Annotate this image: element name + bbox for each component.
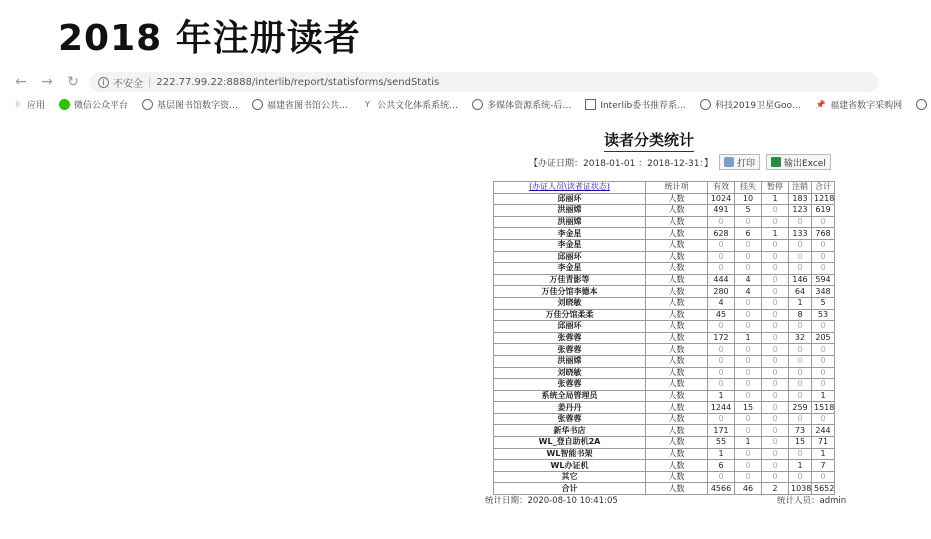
- row-stat: 人数: [646, 379, 708, 391]
- table-row: [494, 286, 835, 298]
- row-value: 0: [812, 367, 835, 379]
- row-value: 0: [789, 390, 812, 402]
- row-value: 244: [812, 425, 835, 437]
- row-value: 0: [762, 251, 789, 263]
- row-name: 洪丽嫦: [494, 205, 646, 217]
- row-value: 0: [789, 344, 812, 356]
- table-row: [494, 297, 835, 309]
- row-value: 0: [735, 471, 762, 483]
- row-name: 张蓉蓉: [494, 332, 646, 344]
- bookmark-item[interactable]: 📌 福建省数字采购网: [815, 99, 903, 111]
- report-table: [493, 181, 835, 495]
- row-value: 45: [708, 309, 735, 321]
- row-value: 146: [789, 274, 812, 286]
- table-row: [494, 460, 835, 472]
- row-value: 0: [789, 448, 812, 460]
- row-value: 619: [812, 205, 835, 217]
- row-value: 2: [762, 483, 789, 495]
- row-value: 444: [708, 274, 735, 286]
- table-row: [494, 379, 835, 391]
- row-value: 15: [735, 402, 762, 414]
- header-first[interactable]: (办证人员\读者证状态): [494, 182, 646, 194]
- row-name: 姜丹丹: [494, 402, 646, 414]
- report-toolbar: [529, 154, 831, 170]
- table-row: [494, 390, 835, 402]
- row-value: 0: [762, 402, 789, 414]
- row-value: 768: [812, 228, 835, 240]
- row-value: 4: [735, 286, 762, 298]
- row-stat: 人数: [646, 205, 708, 217]
- row-stat: 人数: [646, 263, 708, 275]
- row-value: 0: [708, 367, 735, 379]
- row-stat: 人数: [646, 425, 708, 437]
- row-value: 171: [708, 425, 735, 437]
- table-row: [494, 251, 835, 263]
- table-row: [494, 309, 835, 321]
- row-stat: 人数: [646, 344, 708, 356]
- row-value: 71: [812, 437, 835, 449]
- row-name: WL办证机: [494, 460, 646, 472]
- table-row: [494, 425, 835, 437]
- row-name: 李金星: [494, 228, 646, 240]
- row-value: 0: [735, 413, 762, 425]
- row-value: 0: [735, 216, 762, 228]
- globe-icon: [252, 99, 263, 110]
- row-value: 0: [735, 460, 762, 472]
- row-value: 0: [708, 239, 735, 251]
- stat-date: 统计日期：2020-08-10 10:41:05: [485, 496, 618, 506]
- bookmark-item[interactable]: 多媒体资源系统-后…: [472, 98, 571, 111]
- header-stat: 统计项: [646, 182, 708, 194]
- url-text: 222.77.99.22:8888/interlib/report/statisforms/sendStatis: [156, 76, 440, 88]
- row-value: 0: [762, 286, 789, 298]
- row-value: 0: [812, 251, 835, 263]
- row-name: 张蓉蓉: [494, 379, 646, 391]
- excel-icon: [771, 157, 781, 167]
- row-name: 张蓉蓉: [494, 413, 646, 425]
- row-value: 0: [735, 309, 762, 321]
- table-row: [494, 216, 835, 228]
- row-value: 0: [762, 274, 789, 286]
- row-name: 邱丽环: [494, 251, 646, 263]
- row-value: 0: [708, 413, 735, 425]
- row-value: 32: [789, 332, 812, 344]
- row-value: 0: [789, 471, 812, 483]
- row-value: 1: [789, 297, 812, 309]
- row-value: 1024: [708, 193, 735, 205]
- bookmark-apps[interactable]: ⁝⁝ 应用: [12, 98, 45, 111]
- date-range: 【办证日期：2018-01-01 ：2018-12-31：】: [529, 158, 713, 169]
- row-value: 0: [762, 344, 789, 356]
- row-value: 0: [812, 263, 835, 275]
- info-icon[interactable]: i: [98, 77, 109, 88]
- bookmark-item[interactable]: [916, 99, 931, 110]
- row-value: 7: [812, 460, 835, 472]
- table-row: [494, 367, 835, 379]
- row-value: 0: [735, 379, 762, 391]
- row-value: 0: [762, 379, 789, 391]
- row-value: 1: [812, 390, 835, 402]
- row-name: 邱丽环: [494, 193, 646, 205]
- reload-icon[interactable]: ↻: [67, 74, 79, 90]
- row-stat: 人数: [646, 286, 708, 298]
- table-row: [494, 228, 835, 240]
- row-value: 0: [789, 321, 812, 333]
- globe-icon: [916, 99, 927, 110]
- row-value: 0: [708, 355, 735, 367]
- row-value: 0: [812, 379, 835, 391]
- wechat-icon: [59, 99, 70, 110]
- table-row: [494, 193, 835, 205]
- row-stat: 人数: [646, 471, 708, 483]
- row-value: 348: [812, 286, 835, 298]
- row-value: 0: [708, 216, 735, 228]
- row-value: 172: [708, 332, 735, 344]
- stat-user: 统计人员：admin: [777, 496, 847, 506]
- row-value: 64: [789, 286, 812, 298]
- apps-grid-icon: ⁝⁝: [14, 99, 21, 109]
- row-value: 0: [789, 367, 812, 379]
- row-value: 73: [789, 425, 812, 437]
- row-value: 46: [735, 483, 762, 495]
- row-value: 0: [812, 413, 835, 425]
- row-value: 0: [735, 251, 762, 263]
- row-value: 0: [762, 355, 789, 367]
- globe-icon: [700, 99, 711, 110]
- bookmark-item[interactable]: Y 公共文化体系系统…: [362, 98, 458, 111]
- row-value: 0: [762, 390, 789, 402]
- row-stat: 人数: [646, 216, 708, 228]
- row-value: 8: [789, 309, 812, 321]
- row-value: 0: [762, 471, 789, 483]
- row-value: 0: [812, 216, 835, 228]
- header-col: 注销: [789, 182, 812, 194]
- row-stat: 人数: [646, 309, 708, 321]
- table-row: [494, 355, 835, 367]
- row-value: 0: [812, 239, 835, 251]
- row-value: 0: [789, 263, 812, 275]
- row-name: 张蓉蓉: [494, 344, 646, 356]
- table-row: [494, 332, 835, 344]
- row-value: 4: [708, 297, 735, 309]
- table-row: [494, 448, 835, 460]
- row-stat: 人数: [646, 193, 708, 205]
- row-value: 0: [708, 471, 735, 483]
- row-stat: 人数: [646, 483, 708, 495]
- row-value: 0: [789, 379, 812, 391]
- row-value: 5: [735, 205, 762, 217]
- row-stat: 人数: [646, 460, 708, 472]
- table-row: [494, 471, 835, 483]
- row-value: 0: [762, 448, 789, 460]
- printer-icon: [724, 157, 734, 167]
- row-value: 0: [735, 355, 762, 367]
- row-value: 1: [789, 460, 812, 472]
- row-value: 0: [762, 437, 789, 449]
- table-row: [494, 274, 835, 286]
- row-value: 0: [762, 413, 789, 425]
- row-stat: 人数: [646, 413, 708, 425]
- row-value: 1: [762, 228, 789, 240]
- row-value: 0: [762, 332, 789, 344]
- forward-icon[interactable]: →: [41, 74, 53, 90]
- table-row: [494, 413, 835, 425]
- bookmark-item[interactable]: 微信公众平台: [59, 98, 128, 111]
- header-col: 暂停: [762, 182, 789, 194]
- row-value: 0: [789, 239, 812, 251]
- row-name: 合计: [494, 483, 646, 495]
- table-row: [494, 321, 835, 333]
- report-title: 读者分类统计: [604, 131, 695, 149]
- row-stat: 人数: [646, 332, 708, 344]
- row-name: 邱丽环: [494, 321, 646, 333]
- row-value: 1244: [708, 402, 735, 414]
- row-value: 53: [812, 309, 835, 321]
- address-bar: [12, 71, 878, 93]
- row-value: 4566: [708, 483, 735, 495]
- row-value: 1: [762, 193, 789, 205]
- row-stat: 人数: [646, 448, 708, 460]
- row-stat: 人数: [646, 402, 708, 414]
- row-value: 0: [735, 367, 762, 379]
- row-value: 0: [735, 425, 762, 437]
- row-stat: 人数: [646, 390, 708, 402]
- bookmark-item[interactable]: 科技2019卫星Goo…: [700, 98, 801, 111]
- row-value: 0: [735, 344, 762, 356]
- row-value: 0: [735, 239, 762, 251]
- row-value: 15: [789, 437, 812, 449]
- row-value: 0: [762, 309, 789, 321]
- row-stat: 人数: [646, 228, 708, 240]
- row-value: 0: [762, 297, 789, 309]
- row-value: 205: [812, 332, 835, 344]
- row-value: 0: [789, 251, 812, 263]
- globe-icon: [142, 99, 153, 110]
- row-value: 0: [735, 297, 762, 309]
- row-stat: 人数: [646, 367, 708, 379]
- row-value: 0: [762, 460, 789, 472]
- pin-icon: 📌: [815, 99, 826, 109]
- table-row: [494, 205, 835, 217]
- row-name: 刘晓敏: [494, 367, 646, 379]
- row-value: 183: [789, 193, 812, 205]
- row-value: 628: [708, 228, 735, 240]
- bookmark-item[interactable]: Interlib委书推荐系…: [585, 98, 686, 111]
- row-name: 新华书店: [494, 425, 646, 437]
- row-stat: 人数: [646, 251, 708, 263]
- back-icon[interactable]: ←: [15, 74, 27, 90]
- row-name: 洪丽嫦: [494, 355, 646, 367]
- row-name: 李金星: [494, 263, 646, 275]
- row-value: 0: [735, 321, 762, 333]
- row-name: 李金星: [494, 239, 646, 251]
- insecure-label: 不安全: [113, 78, 143, 90]
- row-value: 133: [789, 228, 812, 240]
- row-value: 0: [762, 205, 789, 217]
- row-value: 0: [708, 251, 735, 263]
- row-value: 1: [812, 448, 835, 460]
- row-stat: 人数: [646, 437, 708, 449]
- header-col: 挂失: [735, 182, 762, 194]
- slide-title: 2018 年注册读者: [58, 18, 361, 59]
- bookmark-item[interactable]: 福建省图书馆公共…: [252, 98, 348, 111]
- row-value: 0: [789, 413, 812, 425]
- row-value: 1: [735, 332, 762, 344]
- row-name: 其它: [494, 471, 646, 483]
- row-value: 10: [735, 193, 762, 205]
- row-value: 6: [735, 228, 762, 240]
- table-row: [494, 344, 835, 356]
- row-value: 259: [789, 402, 812, 414]
- row-value: 0: [735, 390, 762, 402]
- table-row: [494, 263, 835, 275]
- row-value: 0: [762, 425, 789, 437]
- page-icon: [585, 99, 596, 110]
- row-value: 123: [789, 205, 812, 217]
- row-value: 0: [735, 263, 762, 275]
- row-value: 280: [708, 286, 735, 298]
- row-value: 0: [812, 355, 835, 367]
- row-value: 0: [708, 321, 735, 333]
- row-name: 万佳分馆李德本: [494, 286, 646, 298]
- row-value: 491: [708, 205, 735, 217]
- row-name: WL智能书架: [494, 448, 646, 460]
- export-excel-button[interactable]: 输出Excel: [766, 154, 831, 170]
- row-value: 1: [708, 390, 735, 402]
- row-value: 0: [812, 471, 835, 483]
- header-col: 有效: [708, 182, 735, 194]
- row-value: 0: [762, 216, 789, 228]
- row-name: 万佳分馆柔柔: [494, 309, 646, 321]
- row-value: 6: [708, 460, 735, 472]
- row-name: 系统全局管理员: [494, 390, 646, 402]
- url-field[interactable]: [90, 72, 878, 92]
- row-value: 0: [762, 367, 789, 379]
- row-stat: 人数: [646, 297, 708, 309]
- row-value: 5: [812, 297, 835, 309]
- row-value: 1218: [812, 193, 835, 205]
- row-value: 0: [789, 355, 812, 367]
- row-value: 4: [735, 274, 762, 286]
- row-value: 0: [708, 379, 735, 391]
- row-value: 0: [708, 263, 735, 275]
- table-row: [494, 437, 835, 449]
- row-value: 5652: [812, 483, 835, 495]
- table-header: [494, 182, 835, 194]
- row-value: 1: [708, 448, 735, 460]
- row-value: 0: [735, 448, 762, 460]
- row-stat: 人数: [646, 355, 708, 367]
- globe-icon: [472, 99, 483, 110]
- bookmarks-bar: [12, 96, 903, 112]
- row-value: 1038: [789, 483, 812, 495]
- row-value: 0: [762, 239, 789, 251]
- header-col: 合计: [812, 182, 835, 194]
- row-name: 万佳青影等: [494, 274, 646, 286]
- row-value: 0: [789, 216, 812, 228]
- row-name: WL_登自助机2A: [494, 437, 646, 449]
- table-row: [494, 402, 835, 414]
- row-value: 0: [762, 263, 789, 275]
- row-value: 1: [735, 437, 762, 449]
- row-name: 刘晓敏: [494, 297, 646, 309]
- row-value: 55: [708, 437, 735, 449]
- row-value: 0: [708, 344, 735, 356]
- row-value: 594: [812, 274, 835, 286]
- row-name: 洪丽嫦: [494, 216, 646, 228]
- leaf-icon: Y: [365, 99, 370, 109]
- row-value: 0: [762, 321, 789, 333]
- row-stat: 人数: [646, 321, 708, 333]
- row-value: 0: [812, 344, 835, 356]
- table-row: [494, 483, 835, 495]
- row-stat: 人数: [646, 239, 708, 251]
- row-stat: 人数: [646, 274, 708, 286]
- url-separator: |: [148, 76, 152, 88]
- table-body: [494, 193, 835, 494]
- table-row: [494, 239, 835, 251]
- bookmark-item[interactable]: 基层图书馆数字资…: [142, 98, 238, 111]
- row-value: 0: [812, 321, 835, 333]
- print-button[interactable]: 打印: [719, 154, 760, 170]
- row-value: 1518: [812, 402, 835, 414]
